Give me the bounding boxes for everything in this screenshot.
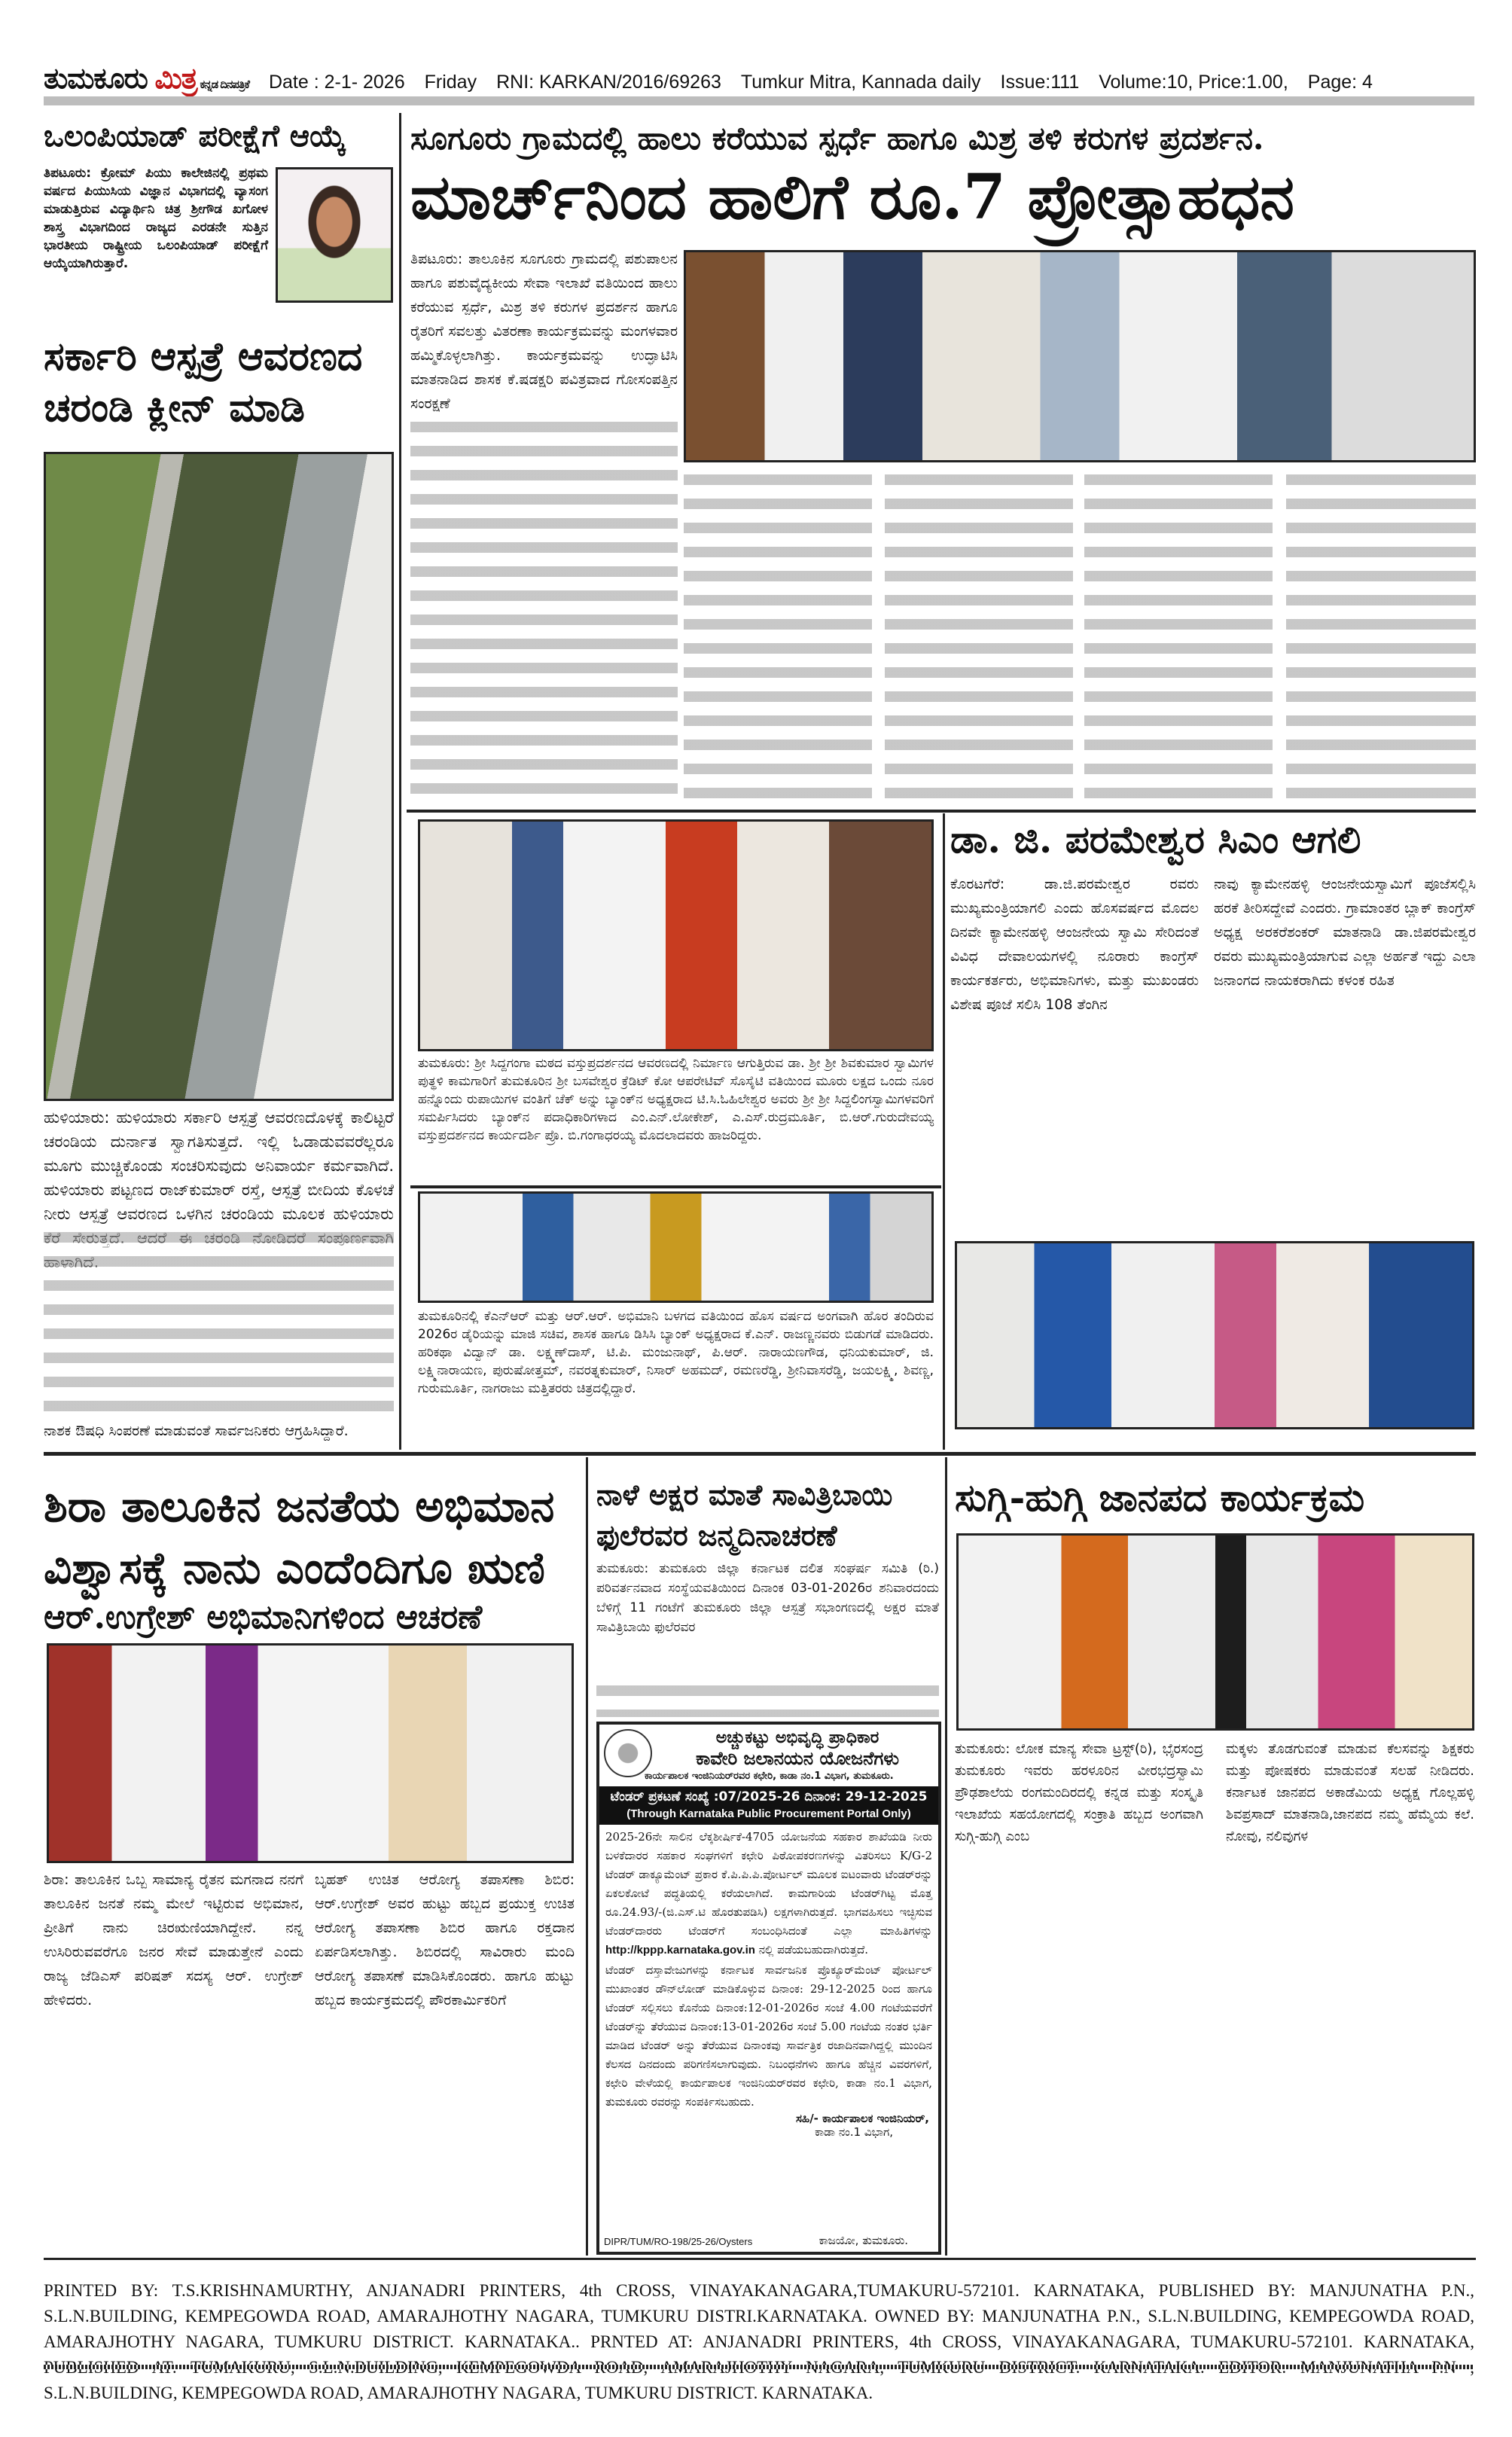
lead-col3 — [885, 468, 1073, 807]
tender-authority: ಅಚ್ಚುಕಟ್ಟು ಅಭಿವೃದ್ಧಿ ಪ್ರಾಧಿಕಾರ — [715, 1728, 879, 1747]
issue-date: Date : 2-1- 2026 — [268, 72, 405, 93]
sira-subhead: ಆರ್.ಉಗ್ರೇಶ್ ಅಭಿಮಾನಿಗಳಿಂದ ಆಚರಣೆ — [44, 1598, 483, 1636]
olympiad-headline: ಒಲಂಪಿಯಾಡ್ ಪರೀಕ್ಷೆಗೆ ಆಯ್ಕೆ — [44, 118, 346, 154]
hospital-body-continued — [44, 1226, 394, 1419]
lead-col4 — [1084, 468, 1273, 807]
savitribai-headline: ನಾಳೆ ಅಕ್ಷರ ಮಾತೆ ಸಾವಿತ್ರಿಬಾಯಿ ಫುಲೆರವರ ಜನ್ಮದಿನಾಚರಣೆ — [596, 1478, 893, 1552]
ugresh-birthday-photo — [47, 1643, 574, 1863]
sira-col2: ಬೃಹತ್ ಉಚಿತ ಆರೋಗ್ಯ ತಪಾಸಣಾ ಶಿಬಿರ: ಆರ್.ಉಗ್ರೇಶ್ ಅವರ ಹುಟ್ಟು ಹಬ್ಬದ ಪ್ರಯುಕ್ತ ಉಚಿತ ಆರೋಗ್ಯ ತಪಾಸಣಾ ಶಿಬಿರ ಹಾಗೂ ರಕ್ತದಾನ ಏರ್ಪಡಿಸಲಾಗಿತ್ತು. ಶಿಬಿರದಲ್ಲಿ ಸಾವಿರಾರು ಮಂದಿ ಆರೋಗ್ಯ ತಪಾಸಣೆ ಮಾಡಿಸಿಕೊಂಡರು. ಹಾಗೂ ಹುಟ್ಟು ಹಬ್ಬದ ಕಾರ್ಯಕ್ರಮದಲ್ಲಿ ಪೌರಕಾರ್ಮಿಕರಿಗೆ — [315, 1871, 575, 2008]
lead-body-continued — [410, 416, 678, 807]
section-rule — [44, 1452, 1476, 1456]
tender-advertisement — [596, 1722, 941, 2255]
suggi-headline: ಸುಗ್ಗಿ-ಹುಗ್ಗಿ ಜಾನಪದ ಕಾರ್ಯಕ್ರಮ — [955, 1475, 1365, 1520]
masthead-rule — [44, 96, 1474, 105]
drain-photo — [44, 452, 394, 1101]
diary-release-photo — [418, 1191, 934, 1303]
section-rule — [410, 1185, 941, 1188]
tender-signatory: ಸಹಿ/- ಕಾರ್ಯಪಾಲಕ ಇಂಜಿನಿಯರ್, — [795, 2112, 929, 2125]
masthead — [44, 63, 1373, 96]
parameshwara-headline: ಡಾ. ಜಿ. ಪರಮೇಶ್ವರ ಸಿಎಂ ಆಗಲಿ — [950, 817, 1361, 862]
issue-day: Friday — [424, 72, 477, 93]
tender-portal-link[interactable]: http://kppp.karnataka.gov.in — [605, 1944, 755, 1957]
section-rule — [407, 810, 1476, 813]
tender-notice-number: ಟೆಂಡರ್ ಪ್ರಕಟಣೆ ಸಂಖ್ಯೆ :07/2025-26 ದಿನಾಂಕ: 29-12-2025 — [599, 1786, 938, 1807]
sira-headline-line2: ವಿಶ್ವಾಸಕ್ಕೆ ನಾನು ಎಂದೆಂದಿಗೂ ಋಣಿ — [44, 1542, 545, 1594]
lead-body: ತಿಪಟೂರು: ತಾಲೂಕಿನ ಸೂಗೂರು ಗ್ರಾಮದಲ್ಲಿ ಪಶುಪಾಲನ ಹಾಗೂ ಪಶುವೈದ್ಯಕೀಯ ಸೇವಾ ಇಲಾಖೆ ವತಿಯಿಂದ ಹಾಲು ಕರೆಯುವ ಸ್ಪರ್ಧೆ, ಮಿಶ್ರ ತಳಿ ಕರುಗಳ ಪ್ರದರ್ಶನ ಹಾಗೂ ರೈತರಿಗೆ ಸವಲತ್ತು ವಿತರಣಾ ಕಾರ್ಯಕ್ರಮವನ್ನು ಮಂಗಳವಾರ ಹಮ್ಮಿಕೊಳ್ಳಲಾಗಿತ್ತು. ಕಾರ್ಯಕ್ರಮವನ್ನು ಉದ್ಘಾಟಿಸಿ ಮಾತನಾಡಿದ ಶಾಸಕ ಕೆ.ಷಡಕ್ಷರಿ ಪವಿತ್ರವಾದ ಗೋಸಂಪತ್ತಿನ ಸಂರಕ್ಷಣೆ — [410, 251, 678, 412]
siddaganga-caption: ತುಮಕೂರು: ಶ್ರೀ ಸಿದ್ದಗಂಗಾ ಮಠದ ವಸ್ತುಪ್ರದರ್ಶನದ ಆವರಣದಲ್ಲಿ ನಿರ್ಮಾಣ ಆಗುತ್ತಿರುವ ಡಾ. ಶ್ರೀ ಶ್ರೀ ಶಿವಕುಮಾರ ಸ್ವಾಮಿಗಳ ಪುತ್ಥಳಿ ಕಾಮಗಾರಿಗೆ ತುಮಕೂರಿನ ಶ್ರೀ ಬಸವೇಶ್ವರ ಕ್ರೆಡಿಟ್ ಕೋ ಆಪರೇಟಿವ್ ಸೊಸೈಟಿ ವತಿಯಿಂದ ಮೂರು ಲಕ್ಷದ ಒಂದು ನೂರ ಹನ್ನೊಂದು ರುಪಾಯಿಗಳ ವಂತಿಗೆ ಚೆಕ್ ಅನ್ನು ಬ್ಯಾಂಕ್‌ನ ಅಧ್ಯಕ್ಷರಾದ ಟಿ.ಸಿ.ಓಹಿಲೇಶ್ವರ ಅವರು ಶ್ರೀ ಶ್ರೀ ಸಿದ್ದಲಿಂಗಸ್ವಾಮಿಗಳವರಿಗೆ ಸಮರ್ಪಿಸಿದರು ಬ್ಯಾಂಕ್‌ನ ಪದಾಧಿಕಾರಿಗಳಾದ ಎಂ.ಎನ್.ಲೋಕೇಶ್, ಎ.ಎಸ್.ರುದ್ರಮೂರ್ತಿ, ಬಿ.ಆರ್.ಗುರುದೇವಯ್ಯ ವಸ್ತುಪ್ರದರ್ಶನದ ಕಾರ್ಯದರ್ಶಿ ಪ್ರೊ. ಬಿ.ಗಂಗಾಧರಯ್ಯ ಮೊದಲಾದವರು ಹಾಜರಿದ್ದರು. — [418, 1056, 934, 1143]
olympiad-body: ತಿಪಟೂರು: ಕ್ರೋಮ್ ಪಿಯು ಕಾಲೇಜಿನಲ್ಲಿ ಪ್ರಥಮ ವರ್ಷದ ಪಿಯುಸಿಯ ವಿಜ್ಞಾನ ವಿಭಾಗದಲ್ಲಿ ವ್ಯಾಸಂಗ ಮಾಡುತ್ತಿರುವ ವಿದ್ಯಾರ್ಥಿನಿ ಚಿತ್ರ ಶ್ರೀಗೌಡ ಖಗೋಳ ಶಾಸ್ತ್ರ ವಿಭಾಗದಿಂದ ರಾಜ್ಯದ ಎರಡನೇ ಸುತ್ತಿನ ಭಾರತೀಯ ರಾಷ್ಟ್ರೀಯ ಒಲಂಪಿಯಾಡ್ ಪರೀಕ್ಷೆಗೆ ಆಯ್ಕೆಯಾಗಿರುತ್ತಾರೆ. — [44, 166, 268, 271]
parameshwara-col1: ಕೊರಟಗೆರೆ: ಡಾ.ಜಿ.ಪರಮೇಶ್ವರ ರವರು ಮುಖ್ಯಮಂತ್ರಿಯಾಗಲಿ ಎಂದು ಹೊಸವರ್ಷದ ಮೊದಲ ದಿನವೇ ಕ್ಯಾಮೇನಹಳ್ಳಿ ಆಂಜನೇಯ ಸ್ವಾಮಿ ಸೇರಿದಂತೆ ವಿವಿಧ ದೇವಾಲಯಗಳಲ್ಲಿ ನೂರಾರು ಕಾಂಗ್ರೆಸ್ ಕಾರ್ಯಕರ್ತರು, ಅಭಿಮಾನಿಗಳು, ಮತ್ತು ಮುಖಂಡರು ವಿಶೇಷ ಪೂಜೆ ಸಲಿಸಿ 108 ತೆಂಗಿನ — [950, 876, 1199, 1013]
tender-office: ಕಾರ್ಯಪಾಲಕ ಇಂಜಿನಿಯರ್‌ರವರ ಕಛೇರಿ, ಕಾಡಾ ನಂ.1 ವಿಭಾಗ, ತುಮಕೂರು. — [645, 1771, 894, 1782]
lead-kicker: ಸೂಗೂರು ಗ್ರಾಮದಲ್ಲಿ ಹಾಲು ಕರೆಯುವ ಸ್ಪರ್ಧೆ ಹಾಗೂ ಮಿಶ್ರ ತಳಿ ಕರುಗಳ ಪ್ರದರ್ಶನ. — [410, 120, 1264, 157]
congress-workers-photo — [955, 1241, 1474, 1429]
student-photo — [276, 167, 393, 303]
tender-para1-end: ನಲ್ಲಿ ಪಡೆಯಬಹುದಾಗಿರುತ್ತದೆ. — [758, 1943, 869, 1957]
newspaper-logo — [44, 63, 249, 96]
logo-tagline: ಕನ್ನಡ ದಿನಪತ್ರಿಕೆ — [200, 78, 249, 91]
tender-para2: ಟೆಂಡರ್ ದಸ್ತಾವೇಜುಗಳನ್ನು ಕರ್ನಾಟಕ ಸಾರ್ವಜನಿಕ ಪ್ರೊಕ್ಯೂರ್‌ಮೆಂಟ್ ಪೋರ್ಟಲ್ ಮುಖಾಂತರ ಡೌನ್‌ಲೋಡ್ ಮಾಡಿಕೊಳ್ಳುವ ದಿನಾಂಕ: 29-12-2025 ರಿಂದ ಹಾಗೂ ಟೆಂಡರ್ ಸಲ್ಲಿಸಲು ಕೊನೆಯ ದಿನಾಂಕ:12-01-2026ರ ಸಂಜೆ 4.00 ಗಂಟೆಯವರೆಗೆ ಟೆಂಡರ್‌ನ್ನು ತೆರೆಯುವ ದಿನಾಂಕ:13-01-2026ರ ಸಂಜೆ 5.00 ಗಂಟೆಯ ನಂತರ ಭರ್ತಿ ಮಾಡಿದ ಟೆಂಡರ್ ಅನ್ನು ತೆರೆಯುವ ದಿನಾಂಕವು ಸಾರ್ವತ್ರಿಕ ರಜಾದಿನವಾಗಿದ್ದಲ್ಲಿ ಮುಂದಿನ ಕೆಲಸದ ದಿನದಂದು ಪರಿಗಣಿಸಲಾಗುವುದು. ನಿಬಂಧನೆಗಳು ಹಾಗೂ ಹೆಚ್ಚಿನ ವಿವರಗಳಿಗೆ, ಕಛೇರಿ ವೇಳೆಯಲ್ಲಿ ಕಾರ್ಯಪಾಲಕ ಇಂಜಿನಿಯರ್‌ರವರ ಕಛೇರಿ, ಕಾಡಾ ನಂ.1 ವಿಭಾಗ, ತುಮಕೂರು ರವರನ್ನು ಸಂಪರ್ಕಿಸಬಹುದು. — [605, 1963, 932, 2109]
suggi-col2: ಮಕ್ಕಳು ತೊಡಗುವಂತೆ ಮಾಡುವ ಕೆಲಸವನ್ನು ಶಿಕ್ಷಕರು ಮತ್ತು ಪೋಷಕರು ಮಾಡುವಂತೆ ಸಲಹೆ ನೀಡಿದರು. ಕರ್ನಾಟಕ ಜಾನಪದ ಅಕಾಡೆಮಿಯ ಅಧ್ಯಕ್ಷ ಗೊಲ್ಲಹಳ್ಳಿ ಶಿವಪ್ರಸಾದ್ ಮಾತನಾಡಿ,ಜಾನಪದ ನಮ್ಮ ಹೆಮ್ಮೆಯ ಕಲೆ. ನೋವು, ನಲಿವುಗಳ — [1226, 1741, 1474, 1844]
column-divider — [399, 113, 401, 1450]
paper-name: Tumkur Mitra, Kannada daily — [740, 72, 981, 93]
column-divider — [945, 1457, 947, 2256]
tender-division: ಕಾಡಾ ನಂ.1 ವಿಭಾಗ, — [815, 2125, 893, 2139]
sira-headline-line1: ಶಿರಾ ತಾಲೂಕಿನ ಜನತೆಯ ಅಭಿಮಾನ — [44, 1481, 555, 1532]
footer-rule — [44, 2258, 1476, 2260]
tender-reference: DIPR/TUM/RO-198/25-26/Oysters — [604, 2236, 753, 2247]
siddaganga-cheque-photo — [418, 819, 934, 1051]
volume-price: Volume:10, Price:1.00, — [1099, 72, 1288, 93]
suggi-col1: ತುಮಕೂರು: ಲೋಕ ಮಾನ್ಯ ಸೇವಾ ಟ್ರಸ್ಟ್(ರಿ), ಭೈರಸಂದ್ರ ತುಮಕೂರು ಇವರು ಹರಳೂರಿನ ವೀರಭದ್ರಸ್ವಾಮಿ ಪ್ರೌಢಶಾಲೆಯ ರಂಗಮಂದಿರದಲ್ಲಿ ಕನ್ನಡ ಮತ್ತು ಸಂಸ್ಕೃತಿ ಇಲಾಖೆಯ ಸಹಯೋಗದಲ್ಲಿ ಸಂಕ್ರಾತಿ ಹಬ್ಬದ ಅಂಗವಾಗಿ ಸುಗ್ಗಿ-ಹುಗ್ಗಿ ಎಂಬ — [955, 1741, 1203, 1844]
tender-project: ಕಾವೇರಿ ಜಲಾನಯನ ಯೋಜನೆಗಳು — [695, 1747, 900, 1769]
karnataka-emblem-icon — [604, 1729, 652, 1777]
milk-contest-photo — [684, 250, 1476, 462]
savitribai-body-continued — [596, 1679, 939, 1717]
tender-para1: 2025-26ನೇ ಸಾಲಿನ ಲೆಕ್ಕಶೀರ್ಷಿಕೆ-4705 ಯೋಜನೆಯ ಸಹಕಾರ ಶಾಖೆಯಡಿ ನೀರು ಬಳಕೆದಾರರ ಸಹಕಾರ ಸಂಘಗಳಿಗೆ ಕಛೇರಿ ಪಿಠೋಪಕರಣಗಳನ್ನು ವಿತರಿಸಲು K/G-2 ಟೆಂಡರ್ ಡಾಕ್ಯೂಮೆಂಟ್ ಪ್ರಕಾರ ಕೆ.ಪಿ.ಪಿ.ಪಿ.ಪೋರ್ಟಲ್ ಮೂಲಕ ಐಟಂವಾರು ಟೆಂಡರ್‌ರನ್ನು ಏಕಲಕೋಟೆ ಪದ್ಧತಿಯಲ್ಲಿ ಕರೆಯಲಾಗಿದೆ. ಕಾಮಗಾರಿಯ ಟೆಂಡರ್‌ಗಿಟ್ಟ ಮೊತ್ತ ರೂ.24.93/-(ಜಿ.ಎಸ್.ಟಿ ಹೊರತುಪಡಿಸಿ) ಲಕ್ಷಗಳಾಗಿರುತ್ತದೆ. ಭಾಗವಹಿಸಲು ಇಚ್ಛಿಸುವ ಟೆಂಡರ್‌ದಾರರು ಟೆಂಡರ್‌ಗೆ ಸಂಬಂಧಿಸಿದಂತೆ ಎಲ್ಲಾ ಮಾಹಿತಿಗಳನ್ನು — [605, 1830, 932, 1938]
column-divider — [943, 813, 945, 1450]
hospital-body-end: ನಾಶಕ ಔಷಧಿ ಸಿಂಪರಣೆ ಮಾಡುವಂತೆ ಸಾರ್ವಜನಿಕರು ಆಗ್ರಹಿಸಿದ್ದಾರೆ. — [44, 1423, 349, 1439]
lead-col2 — [684, 468, 872, 807]
column-divider — [586, 1457, 588, 2256]
suggi-huggi-event-photo — [956, 1533, 1474, 1731]
sira-col1: ಶಿರಾ: ತಾಲೂಕಿನ ಒಬ್ಬ ಸಾಮಾನ್ಯ ರೈತನ ಮಗನಾದ ನನಗೆ ತಾಲೂಕಿನ ಜನತೆ ನಮ್ಮ ಮೇಲೆ ಇಟ್ಟಿರುವ ಅಭಿಮಾನ, ಪ್ರೀತಿಗೆ ನಾನು ಚಿರಋಣಿಯಾಗಿದ್ದೇನೆ. ನನ್ನ ಉಸಿರಿರುವವರೆಗೂ ಜನರ ಸೇವೆ ಮಾಡುತ್ತೇನೆ ಎಂದು ರಾಜ್ಯ ಜೆಡಿಎಸ್ ಪರಿಷತ್ ಸದಸ್ಯ ಆರ್. ಉಗ್ರೇಶ್ ಹೇಳಿದರು. — [44, 1871, 303, 2008]
savitribai-body: ತುಮಕೂರು: ತುಮಕೂರು ಜಿಲ್ಲಾ ಕರ್ನಾಟಕ ದಲಿತ ಸಂಘರ್ಷ ಸಮಿತಿ (ರಿ.) ಪರಿವರ್ತನವಾದ ಸಂಸ್ಥೆಯವತಿಯಿಂದ ದಿನಾಂಕ 03-01-2026ರ ಶನಿವಾರದಂದು ಬೆಳಿಗ್ಗೆ 11 ಗಂಟೆಗೆ ತುಮಕೂರು ಜಿಲ್ಲಾ ಆಸ್ಪತ್ರೆ ಸಭಾಂಗಣದಲ್ಲಿ ಅಕ್ಷರ ಮಾತೆ ಸಾವಿತ್ರಿಬಾಯಿ ಫುಲೆರವರ — [596, 1561, 939, 1635]
tender-location: ಕಾಜಯೋ, ತುಮಕೂರು. — [818, 2234, 908, 2247]
logo-text-part2: ಮಿತ್ರ — [154, 63, 197, 95]
diary-caption: ತುಮಕೂರಿನಲ್ಲಿ ಕೆಎನ್‌ಆರ್ ಮತ್ತು ಆರ್.ಆರ್. ಅಭಿಮಾನಿ ಬಳಗದ ವತಿಯಿಂದ ಹೊಸ ವರ್ಷದ ಅಂಗವಾಗಿ ಹೊರ ತಂದಿರುವ 2026ರ ಡೈರಿಯನ್ನು ಮಾಜಿ ಸಚಿವ, ಶಾಸಕ ಹಾಗೂ ಡಿಸಿಸಿ ಬ್ಯಾಂಕ್ ಅಧ್ಯಕ್ಷರಾದ ಕೆ.ಎನ್. ರಾಜಣ್ಣನವರು ಬಿಡುಗಡೆ ಮಾಡಿದರು. ಹರಿಕಥಾ ವಿದ್ವಾನ್ ಡಾ. ಲಕ್ಷ್ಮಣ್‌ದಾಸ್, ಟಿ.ಪಿ. ಮಂಜುನಾಥ್, ಪಿ.ಆರ್. ನಾರಾಯಣಗೌಡ, ಧನಿಯಕುಮಾರ್, ಜಿ. ಲಕ್ಷ್ಮಿನಾರಾಯಣ, ಪುರುಷೋತ್ತಮ್, ನವರತ್ನಕುಮಾರ್, ನಿಸಾರ್ ಅಹಮದ್, ರಮಣರೆಡ್ಡಿ, ಶ್ರೀನಿವಾಸರೆಡ್ಡಿ, ಜಯಲಕ್ಷ್ಮಿ, ಶಿವಣ್ಣ, ಗುರುಮೂರ್ತಿ, ನಾಗರಾಜು ಮತ್ತಿತರರು ಚಿತ್ರದಲ್ಲಿದ್ದಾರೆ. — [418, 1309, 934, 1396]
printer-imprint: PRINTED BY: T.S.KRISHNAMURTHY, ANJANADRI PRINTERS, 4th CROSS, VINAYAKANAGARA,TUMAKURU-572101. KARNATAKA, PUBLISHED BY: MANJUNATHA P.N., S.L.N.BUILDING, KEMPEGOWDA ROAD, AMARAJHOTHY NAGARA, TUMKURU DISTRI.KARNATAKA. OWNED BY: MANJUNATHA P.N., S.L.N.BUILDING, KEMPEGOWDA ROAD, AMARAJHOTHY NAGARA, TUMKURU DISTRICT. KARNATAKA.. PRNTED AT: ANJANADRI PRINTERS, 4th CROSS, VINAYAKANAGARA, TUMAKURU-572101. KARNATAKA, S.L.N.BUILDING, KEMPEGOWDA ROAD, AMARAJHOTHY NAGARA, TUMKURU DISTRICT. KARNATAKA. — [44, 2281, 1474, 2402]
parameshwara-col2: ನಾವು ಕ್ಯಾಮೇನಹಳ್ಳಿ ಆಂಜನೇಯಸ್ವಾಮಿಗೆ ಪೂಜೆಸಲ್ಲಿಸಿ ಹರಕೆ ತೀರಿಸದ್ದೇವೆ ಎಂದರು. ಗ್ರಾಮಾಂತರ ಬ್ಲಾಕ್ ಕಾಂಗ್ರೆಸ್ ಅಧ್ಯಕ್ಷ ಅರಕರೆಶಂಕರ್ ಮಾತನಾಡಿ ಡಾ.ಜಿಪರಮೇಶ್ವರ ರವರು ಮುಖ್ಯಮಂತ್ರಿಯಾಗುವ ಎಲ್ಲಾ ಅರ್ಹತೆ ಇದ್ದು ಎಲಾ ಜನಾಂಗದ ನಾಯಕರಾಗಿದು ಕಳಂಕ ರಹಿತ — [1214, 876, 1476, 989]
lead-headline: ಮಾರ್ಚ್‌ನಿಂದ ಹಾಲಿಗೆ ರೂ.7 ಪ್ರೋತ್ಸಾಹಧನ — [410, 161, 1294, 233]
tender-portal-note: (Through Karnataka Public Procurement Portal Only) — [599, 1807, 938, 1825]
lead-col5 — [1286, 468, 1476, 807]
hospital-headline: ಸರ್ಕಾರಿ ಆಸ್ಪತ್ರೆ ಆವರಣದ ಚರಂಡಿ ಕ್ಲೀನ್ ಮಾಡಿ — [44, 334, 363, 431]
hospital-body: ಹುಳಿಯಾರು: ಹುಳಿಯಾರು ಸರ್ಕಾರಿ ಆಸ್ಪತ್ರೆ ಆವರಣದೊಳಕ್ಕೆ ಕಾಲಿಟ್ಟರೆ ಚರಂಡಿಯ ದುರ್ನಾತ ಸ್ವಾಗತಿಸುತ್ತದೆ. ಇಲ್ಲಿ ಓಡಾಡುವವರೆಲ್ಲರೂ ಮೂಗು ಮುಚ್ಚಿಕೊಂಡು ಸಂಚರಿಸುವುದು ಅನಿವಾರ್ಯ ಕರ್ಮವಾಗಿದೆ. ಹುಳಿಯಾರು ಪಟ್ಟಣದ ರಾಜ್‌ಕುಮಾರ್ ರಸ್ತೆ, ಆಸ್ಪತ್ರೆ ಬೀದಿಯ ಕೊಳಚೆ ನೀರು ಆಸ್ಪತ್ರೆ ಆವರಣದ ಒಳಗಿನ ಚರಂಡಿಯ ಮೂಲಕ ಹುಳಿಯಾರು — [44, 1109, 394, 1223]
footer-dotted-rule — [44, 2365, 1474, 2369]
logo-text-part1: ತುಮಕೂರು — [44, 63, 155, 95]
rni-number: RNI: KARKAN/2016/69263 — [496, 72, 721, 93]
issue-number: Issue:111 — [1000, 72, 1080, 93]
page-number: Page: 4 — [1307, 72, 1373, 93]
